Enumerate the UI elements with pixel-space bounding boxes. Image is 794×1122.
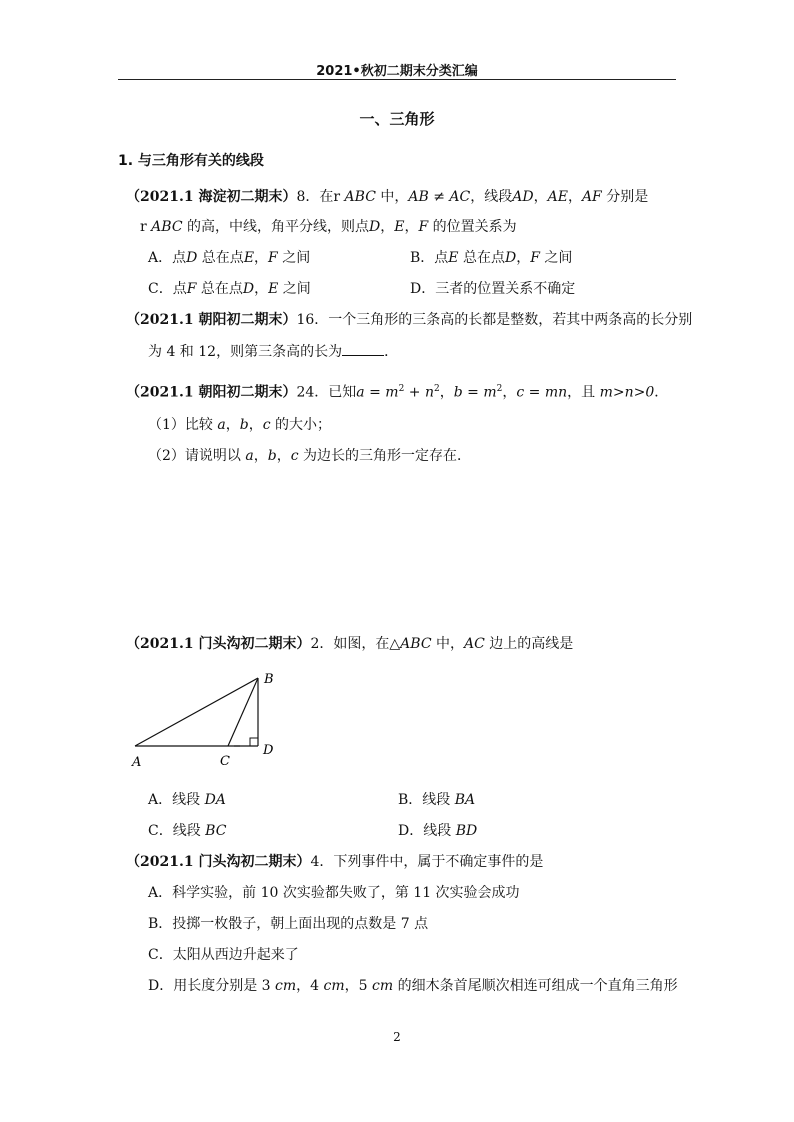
answer-blank[interactable] — [342, 342, 384, 356]
label-b: B — [264, 672, 274, 687]
q8-option-a[interactable]: A．点D 总在点E，F 之间 — [148, 250, 311, 266]
segment-bc — [228, 678, 258, 746]
q8-line1: （2021.1 海淀初二期末）8．在r ABC 中，AB ≠ AC，线段AD，AE，AF 分别是 — [126, 189, 649, 205]
q2-option-b[interactable]: B．线段 BA — [398, 792, 476, 808]
triangle-figure — [120, 665, 290, 775]
label-c: C — [220, 754, 230, 769]
q4-stem: （2021.1 门头沟初二期末）4．下列事件中，属于不确定事件的是 — [126, 854, 544, 870]
q4-option-b[interactable]: B．投掷一枚骰子，朝上面出现的点数是 7 点 — [148, 916, 429, 932]
page-number: 2 — [393, 1030, 401, 1044]
right-angle-mark — [250, 738, 258, 746]
q8-option-b[interactable]: B．点E 总在点D，F 之间 — [410, 250, 573, 266]
q24-line1: （2021.1 朝阳初二期末）24．已知$a = m^2 + n^2$，$b = m^2$，c = mn，且 m>n>0． — [126, 384, 669, 401]
q2-option-d[interactable]: D．线段 BD — [398, 823, 478, 839]
segment-ab — [135, 678, 258, 746]
label-a: A — [132, 755, 142, 770]
q4-option-c[interactable]: C．太阳从西边升起来了 — [148, 947, 299, 963]
q2-option-c[interactable]: C．线段 BC — [148, 823, 227, 839]
q24-part2: （2）请说明以 a，b，c 为边长的三角形一定存在． — [148, 448, 471, 464]
q16-line2: 为 4 和 12，则第三条高的长为 ． — [148, 344, 399, 360]
q2-option-a[interactable]: A．线段 DA — [148, 792, 226, 808]
subsection-title: 1. 与三角形有关的线段 — [118, 153, 264, 169]
section-title: 一、三角形 — [359, 110, 435, 128]
q16-line1: （2021.1 朝阳初二期末）16．一个三角形的三条高的长都是整数，若其中两条高的长分别 — [126, 312, 693, 328]
page-header: 2021•秋初二期末分类汇编 — [316, 64, 478, 79]
q8-line2: r ABC 的高，中线，角平分线，则点D，E，F 的位置关系为 — [140, 219, 517, 235]
header-rule — [118, 79, 676, 80]
q4-option-d[interactable]: D．用长度分别是 3 cm，4 cm，5 cm 的细木条首尾顺次相连可组成一个直角三角形 — [148, 978, 678, 994]
q24-part1: （1）比较 a，b，c 的大小； — [148, 417, 331, 433]
q8-option-d[interactable]: D．三者的位置关系不确定 — [410, 281, 576, 297]
q8-option-c[interactable]: C．点F 总在点D，E 之间 — [148, 281, 311, 297]
q4-option-a[interactable]: A．科学实验，前 10 次实验都失败了，第 11 次实验会成功 — [148, 885, 520, 901]
label-d: D — [263, 743, 274, 758]
q2-stem: （2021.1 门头沟初二期末）2．如图，在△ABC 中，AC 边上的高线是 — [126, 636, 574, 652]
